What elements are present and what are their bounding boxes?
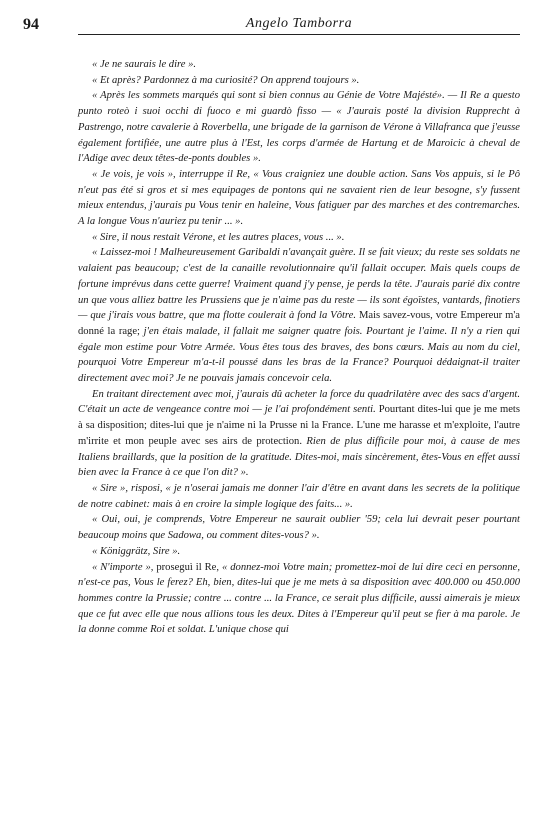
paragraph: « Sire », risposi, « je n'oserai jamais me donner l'air d'être en avant dans les secrets de la politique de notre cabinet: mais à en croire la simple logique des faits... ». bbox=[78, 482, 520, 510]
italic-text: « Laissez-moi ! Malheureusement Garibaldi n'avançait guère. Il se fait vieux; du reste ses soldats ne valaient pas beaucoup; c'est de la canaille revolutionnaire qu'il fallait occuper. Mais quels coups de fortune imprévus dans cette guerre! Vraiment quand j'y pense, je perds la tête. J'aurais parié dix contre un que vous alliez battre les Prussiens que je n'aime pas du reste — ils sont égoïstes, vantards, finotiers — que j'irais vous battre, que ma flotte coulerait à fond la Vôtre. bbox=[78, 247, 520, 322]
page-number: 94 bbox=[23, 16, 39, 33]
italic-text: Rien de plus difficile pour moi, à cause de mes Italiens braillards, que la position de la gratitude. Dites-moi, mais sincèrement, êtes-Vous en effet aussi bien avec la France à ce que l'on dit? ». bbox=[78, 435, 520, 479]
italic-text: « donnez-moi Votre main; promettez-moi de lui dire ceci en personne, n'est-ce pas, Vous le ferez? Eh, bien, dites-lui que je me mets à sa disposition avec 400.000 ou 450.000 hommes contre la Prussie; contre ... contre ... la France, ce serait plus difficile, aussi aimerais je mieux que ce fut avec elle que nous allions tous les deux. Dites à l'Empereur qu'il peut se fier à ma parole. Je la donne comme Roi et soldat. L'unique chose qui bbox=[78, 561, 521, 636]
paragraph bbox=[78, 560, 520, 639]
paragraph: « Oui, oui, je comprends, Votre Empereur ne saurait oublier '59; cela lui devrait peser pourtant beaucoup moins que Sadowa, ou comment dites-vous? ». bbox=[78, 514, 520, 542]
paragraph: « Königgrätz, Sire ». bbox=[92, 545, 181, 557]
paragraph: « Après les sommets marqués qui sont si bien connus au Génie de Votre Majésté». — Il Re a questo punto roteò i suoi occhi di fuoco e mi guardò fisso — « J'aurais posté la division Rupprecht à Pastrengo, notre cavalerie à Roverbella, une brigade de la garnison de Vérone à Villafranca que j'eusse également fortifiée, une autre plus à l'Est, les corps d'armée de Hartung et de Maroicic à cheval de l'Adige avec deux têtes-de-ponts doubles ». bbox=[78, 90, 520, 165]
roman-text: proseguì il Re, bbox=[156, 561, 222, 573]
page-body bbox=[78, 57, 520, 638]
running-head: Angelo Tamborra bbox=[245, 16, 353, 31]
roman-text: Mais savez-vous, votre Empereur m'a donné la rage; bbox=[78, 310, 520, 337]
paragraph bbox=[78, 245, 520, 386]
paragraph: « Sire, il nous restait Vérone, et les autres places, vous ... ». bbox=[92, 231, 345, 243]
paragraph bbox=[78, 387, 520, 481]
page-header bbox=[23, 14, 520, 35]
italic-text: En traitant directement avec moi, j'aurais dû acheter la force du quadrilatère avec des sacs d'argent. C'était un acte de vengeance contre moi — je l'ai profondément senti. bbox=[78, 388, 520, 416]
italic-text: « N'importe », bbox=[92, 561, 157, 573]
paragraph: « Et après? Pardonnez à ma curiosité? On apprend toujours ». bbox=[92, 74, 360, 86]
italic-text: j'en étais malade, il fallait me saigner quatre fois. Pourtant je l'aime. Il n'y a rien qui égale mon estime pour Votre Armée. Vous êtes tous des braves, des bons cœurs. Mais au nom du ciel, pourquoi Votre Empereur m'a-t-il poussé dans les bras de la France? Pourquoi dédaignat-il traiter directement avec moi? Je ne pouvais jamais concevoir cela. bbox=[78, 325, 521, 385]
paragraph: « Je vois, je vois », interruppe il Re, « Vous craigniez une double action. Sans Vos appuis, si le Pô n'eut pas été si gros et si mes equipages de pontons qui ne savaient rien de leur besogne, s'y fussent mieux entendus, j'aurais pu Vous tenir en haleine, Vous fatiguer par des marches et des contremarches. A la longue Vous n'auriez pu tenir ... ». bbox=[78, 168, 520, 228]
paragraph: « Je ne saurais le dire ». bbox=[92, 59, 197, 70]
roman-text: Pourtant dites-lui que je me mets à sa disposition; dites-lui que je n'aime ni la Prusse ni la France. L'une me harasse et m'exploite, l'autre m'irrite et mon peuple avec ses airs de protection. bbox=[78, 404, 520, 447]
